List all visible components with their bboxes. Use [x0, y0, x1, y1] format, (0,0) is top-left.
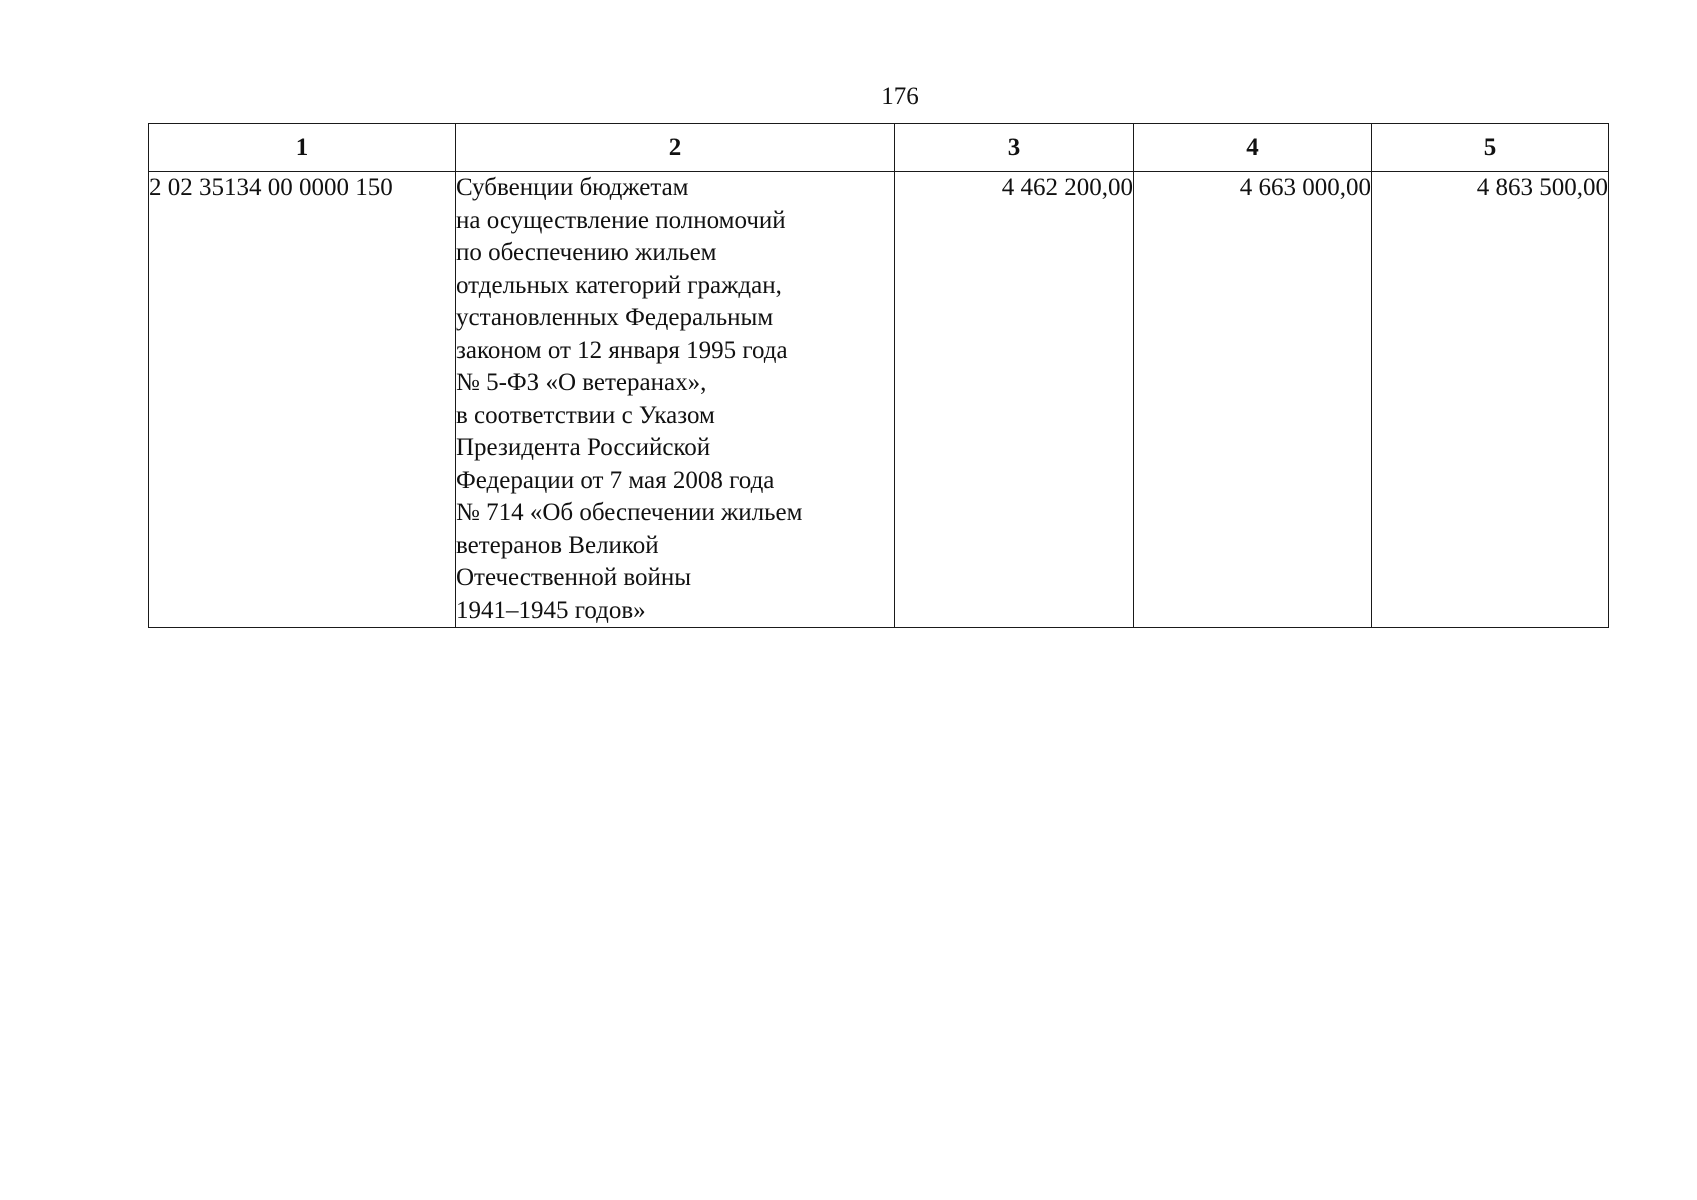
amount-cell-col4: 4 663 000,00 — [1134, 172, 1372, 628]
column-header-4: 4 — [1134, 124, 1372, 172]
table-row — [149, 172, 1609, 628]
column-header-1: 1 — [149, 124, 456, 172]
amount-cell-col3: 4 462 200,00 — [895, 172, 1134, 628]
column-header-2: 2 — [456, 124, 895, 172]
table-header-row — [149, 124, 1609, 172]
amount-cell-col5: 4 863 500,00 — [1372, 172, 1609, 628]
column-header-5: 5 — [1372, 124, 1609, 172]
column-header-3: 3 — [895, 124, 1134, 172]
description-cell: Субвенции бюджетам на осуществление полномочий по обеспечению жильем отдельных категорий граждан, установленных Федеральным законом от 12 января 1995 года № 5-ФЗ «О ветеранах», в соответствии с Указом Президента Российской Федерации от 7 мая 2008 года № 714 «Об обеспечении жильем ветеранов Великой Отечественной войны 1941–1945 годов» — [456, 172, 895, 628]
budget-table — [148, 123, 1609, 628]
budget-code-cell: 2 02 35134 00 0000 150 — [149, 172, 456, 628]
page-number: 176 — [881, 83, 919, 110]
